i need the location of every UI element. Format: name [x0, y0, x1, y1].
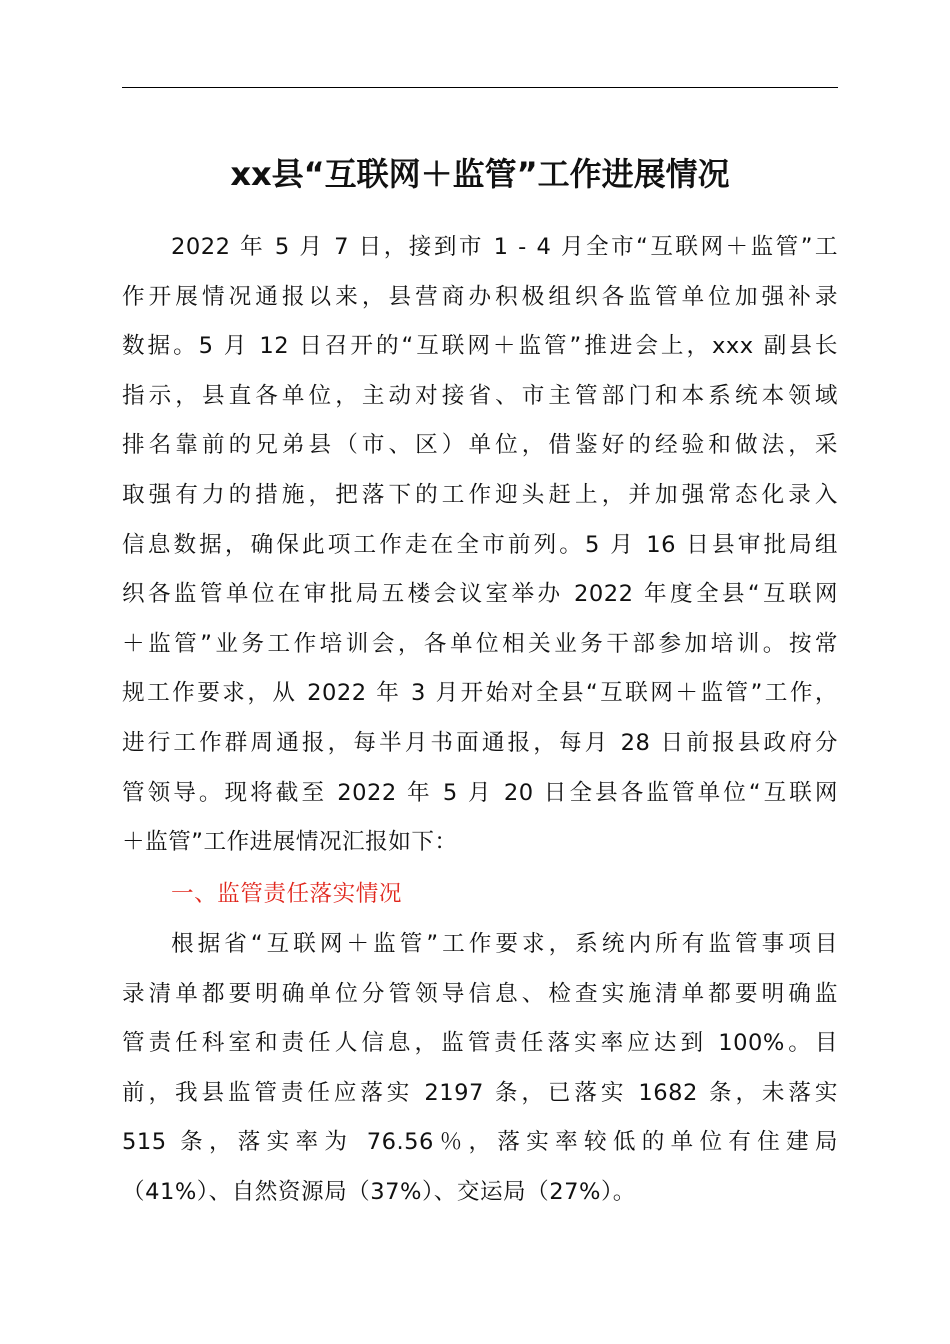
- paragraph-line: ＋监管”工作进展情况汇报如下：: [122, 829, 458, 856]
- paragraph-line: 管责任科室和责任人信息，监管责任落实率应达到 100%。目: [122, 1030, 838, 1057]
- paragraph-line: 排名靠前的兄弟县（市、区）单位，借鉴好的经验和做法，采: [122, 432, 838, 459]
- paragraph-line: 515 条，落实率为 76.56％，落实率较低的单位有住建局: [122, 1129, 838, 1156]
- paragraph-line: 2022 年 5 月 7 日，接到市 1 - 4 月全市“互联网＋监管”工: [171, 234, 838, 260]
- header-rule: [122, 87, 838, 88]
- paragraph-line: 取强有力的措施，把落下的工作迎头赶上，并加强常态化录入: [122, 481, 838, 508]
- paragraph-line: 作开展情况通报以来，县营商办积极组织各监管单位加强补录: [122, 283, 838, 310]
- paragraph-line: 数据。5 月 12 日召开的“互联网＋监管”推进会上，xxx 副县长: [122, 333, 838, 360]
- section-1-paragraph: [122, 920, 838, 1218]
- paragraph-line: ＋监管”业务工作培训会，各单位相关业务干部参加培训。按常: [122, 630, 838, 657]
- paragraph-line: 信息数据，确保此项工作走在全市前列。5 月 16 日县审批局组: [122, 531, 838, 558]
- paragraph-line: 规工作要求，从 2022 年 3 月开始对全县“互联网＋监管”工作，: [122, 680, 838, 707]
- paragraph-line: 根据省“互联网＋监管”工作要求，系统内所有监管事项目: [171, 931, 838, 957]
- intro-paragraph: [122, 223, 838, 868]
- paragraph-line: 进行工作群周通报，每半月书面通报，每月 28 日前报县政府分: [122, 729, 838, 756]
- paragraph-line: （41%）、自然资源局（37%）、交运局（27%）。: [122, 1178, 636, 1205]
- paragraph-line: 管领导。现将截至 2022 年 5 月 20 日全县各监管单位“互联网: [122, 779, 838, 806]
- paragraph-line: 织各监管单位在审批局五楼会议室举办 2022 年度全县“互联网: [122, 581, 838, 608]
- document-title: xx县“互联网＋监管”工作进展情况: [230, 155, 730, 193]
- paragraph-line: 录清单都要明确单位分管领导信息、检查实施清单都要明确监: [122, 980, 838, 1007]
- paragraph-line: 指示，县直各单位，主动对接省、市主管部门和本系统本领域: [122, 382, 838, 409]
- section-heading: 一、监管责任落实情况: [171, 881, 402, 907]
- paragraph-line: 前，我县监管责任应落实 2197 条，已落实 1682 条，未落实: [122, 1079, 838, 1106]
